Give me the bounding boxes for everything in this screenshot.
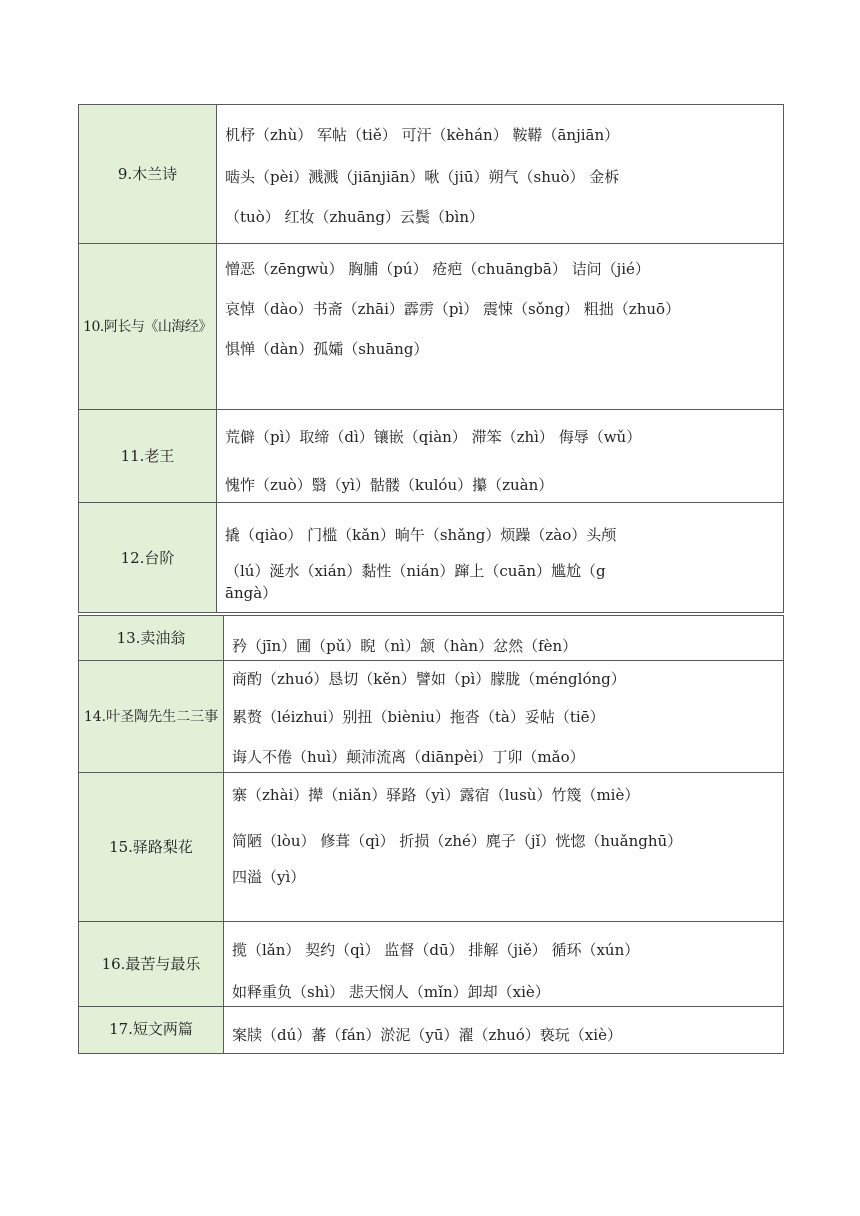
vocab-line: 机杼（zhù） 军帖（tiě） 可汗（kèhán） 鞍鞯（ānjiān） (225, 126, 620, 144)
lesson-title: 13.卖油翁 (79, 616, 224, 661)
vocab-cell (224, 773, 784, 922)
lesson-title: 12.台阶 (79, 503, 217, 613)
vocab-cell (224, 1007, 784, 1054)
vocab-line: 荒僻（pì）取缔（dì）镶嵌（qiàn） 滞笨（zhì） 侮辱（wǔ） (225, 428, 642, 446)
table-row (79, 661, 784, 773)
vocab-line: 哀悼（dào）书斋（zhāi）霹雳（pì） 震悚（sǒng） 粗拙（zhuō） (225, 300, 681, 318)
lesson-title: 15.驿路梨花 (79, 773, 224, 922)
table-row (79, 244, 784, 410)
vocab-cell (217, 244, 784, 410)
lesson-title: 16.最苦与最乐 (79, 922, 224, 1007)
vocab-line: 累赘（léizhui）别扭（bièniu）拖沓（tà）妥帖（tiē） (232, 708, 605, 726)
vocab-line: 矜（jīn）圃（pǔ）睨（nì）颔（hàn）忿然（fèn） (232, 637, 578, 655)
vocab-line: 四溢（yì） (232, 868, 306, 886)
vocab-line: 简陋（lòu） 修葺（qì） 折损（zhé）麂子（jǐ）恍惚（huǎnghū） (232, 832, 683, 850)
vocab-cell (224, 661, 784, 773)
vocab-line: 商酌（zhuó）恳切（kěn）譬如（pì）朦胧（ménglóng） (232, 670, 626, 688)
vocab-line: 憎恶（zēngwù） 胸脯（pú） 疮疤（chuāngbā） 诘问（jié） (225, 260, 650, 278)
table-row (79, 773, 784, 922)
vocab-line: （tuò） 红妆（zhuāng）云鬓（bìn） (225, 208, 484, 226)
lesson-title: 11.老王 (79, 410, 217, 503)
vocab-cell (224, 922, 784, 1007)
vocab-cell (217, 105, 784, 244)
vocab-line: 啮头（pèi）溅溅（jiānjiān）啾（jiū）朔气（shuò） 金柝 (225, 168, 620, 186)
table-row (79, 1007, 784, 1054)
table-row (79, 922, 784, 1007)
vocab-line: 愧怍（zuò）翳（yì）骷髅（kulóu）攥（zuàn） (225, 476, 554, 494)
vocab-cell (217, 410, 784, 503)
vocab-cell (217, 503, 784, 613)
vocab-table-lower (78, 615, 784, 1054)
vocab-line: 如释重负（shì） 悲天悯人（mǐn）卸却（xiè） (232, 983, 550, 1001)
vocab-line: 揽（lǎn） 契约（qì） 监督（dū） 排解（jiě） 循环（xún） (232, 941, 640, 959)
vocab-line: 案牍（dú）蕃（fán）淤泥（yū）濯（zhuó）亵玩（xiè） (232, 1026, 622, 1044)
lesson-title: 10.阿长与《山海经》 (79, 244, 217, 410)
vocab-line: 惧惮（dàn）孤孀（shuāng） (225, 340, 429, 358)
vocab-line: 撬（qiào） 门槛（kǎn）晌午（shǎng）烦躁（zào）头颅 (225, 526, 617, 544)
vocab-table-upper (78, 104, 784, 613)
vocab-cell (224, 616, 784, 661)
lesson-title: 17.短文两篇 (79, 1007, 224, 1054)
vocab-line: 诲人不倦（huì）颠沛流离（diānpèi）丁卯（mǎo） (232, 748, 585, 766)
lesson-title: 9.木兰诗 (79, 105, 217, 244)
table-row (79, 503, 784, 613)
table-row (79, 105, 784, 244)
table-row (79, 616, 784, 661)
lesson-title: 14.叶圣陶先生二三事 (79, 661, 224, 773)
table-row (79, 410, 784, 503)
vocab-line: āngà） (225, 584, 278, 602)
vocab-line: 寨（zhài）撵（niǎn）驿路（yì）露宿（lusù）竹篾（miè） (232, 786, 640, 804)
vocab-line: （lú）涎水（xián）黏性（nián）蹿上（cuān）尴尬（g (225, 562, 606, 580)
